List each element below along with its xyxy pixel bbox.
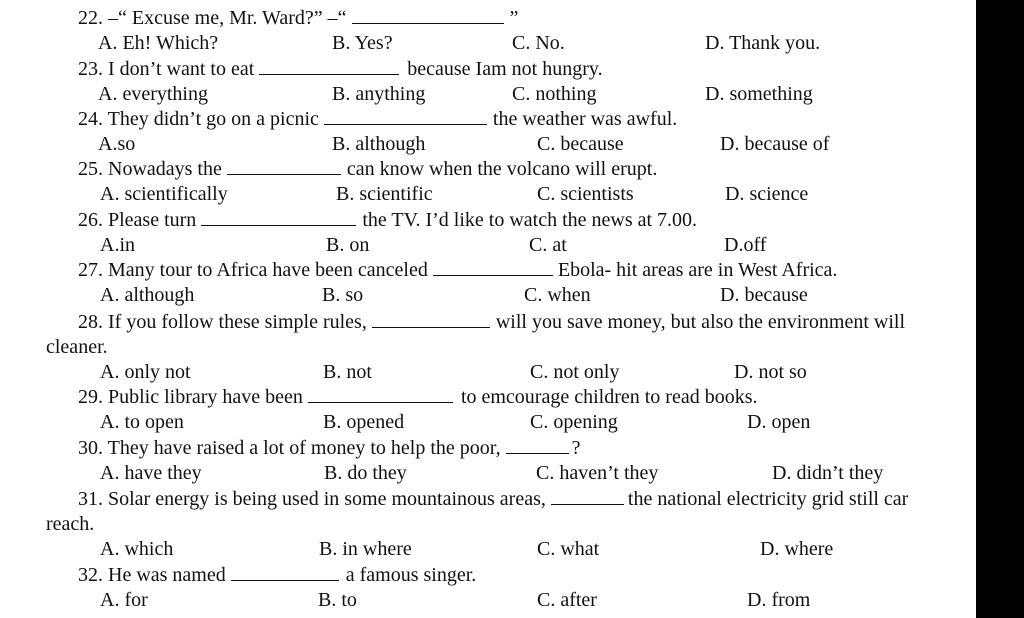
question-number: 26.: [78, 209, 108, 231]
option-d[interactable]: D.off: [724, 234, 767, 256]
option-a[interactable]: A.in: [100, 234, 135, 256]
answer-blank[interactable]: [308, 385, 453, 403]
option-d[interactable]: D. something: [705, 83, 813, 105]
option-a[interactable]: A. for: [100, 589, 148, 611]
option-b[interactable]: B. on: [326, 234, 370, 256]
options-row: [0, 588, 976, 613]
question-23-line: [0, 57, 976, 82]
options-row: [0, 461, 976, 486]
question-text-before-blank: Many tour to Africa have been canceled: [108, 259, 433, 281]
question-continuation: [0, 335, 976, 360]
question-stem: [78, 258, 837, 283]
option-a[interactable]: A. to open: [100, 411, 184, 433]
question-text-after-blank: will you save money, but also the environment will: [495, 311, 906, 333]
question-28-line: [0, 310, 976, 335]
options-row: [0, 82, 976, 107]
answer-blank[interactable]: [433, 258, 553, 276]
option-c[interactable]: C. after: [537, 589, 597, 611]
question-number: 22.: [78, 7, 108, 29]
option-b[interactable]: B. so: [322, 284, 364, 306]
options-row: [0, 182, 976, 207]
option-b[interactable]: B. to: [318, 589, 357, 611]
question-number: 30.: [78, 437, 108, 459]
question-continuation: [0, 512, 976, 537]
option-b[interactable]: B. opened: [323, 411, 405, 433]
question-text-before-blank: Please turn: [108, 209, 202, 231]
question-text-after-blank: ?: [571, 437, 581, 459]
option-d[interactable]: D. from: [747, 589, 811, 611]
question-text-after-blank: the national electricity grid still car: [627, 488, 909, 510]
question-number: 23.: [78, 58, 108, 80]
question-24-line: [0, 107, 976, 132]
question-text-after-blank: Ebola- hit areas are in West Africa.: [557, 259, 838, 281]
question-stem: [78, 6, 518, 31]
question-number: 31.: [78, 488, 108, 510]
question-continuation-text: cleaner.: [46, 336, 108, 358]
question-stem: [78, 157, 657, 182]
option-d[interactable]: D. not so: [734, 361, 807, 383]
question-text-before-blank: They have raised a lot of money to help the poor,: [107, 437, 506, 459]
question-text-before-blank: If you follow these simple rules,: [108, 311, 372, 333]
question-stem: [78, 310, 905, 335]
option-c[interactable]: C. not only: [530, 361, 620, 383]
answer-blank[interactable]: [227, 157, 341, 175]
question-text-before-blank: –“ Excuse me, Mr. Ward?” –“: [108, 7, 352, 29]
option-a[interactable]: A. which: [100, 538, 174, 560]
option-a[interactable]: A. everything: [98, 83, 208, 105]
options-row: [0, 31, 976, 56]
option-d[interactable]: D. didn’t they: [772, 462, 884, 484]
question-text-before-blank: Public library have been: [108, 386, 308, 408]
answer-blank[interactable]: [551, 487, 624, 505]
option-b[interactable]: B. in where: [319, 538, 412, 560]
question-number: 24.: [78, 108, 108, 130]
question-text-before-blank: I don’t want to eat: [108, 58, 260, 80]
question-text-after-blank: to emcourage children to read books.: [460, 386, 758, 408]
options-row: [0, 360, 976, 385]
option-c[interactable]: C. nothing: [512, 83, 597, 105]
answer-blank[interactable]: [324, 107, 487, 125]
option-b[interactable]: B. Yes?: [332, 32, 393, 54]
question-stem: [78, 436, 581, 461]
option-b[interactable]: B. not: [323, 361, 372, 383]
question-stem: [78, 487, 908, 512]
answer-blank[interactable]: [201, 208, 356, 226]
option-a[interactable]: A. although: [100, 284, 195, 306]
options-row: [0, 410, 976, 435]
option-c[interactable]: C. haven’t they: [536, 462, 659, 484]
option-c[interactable]: C. when: [524, 284, 591, 306]
option-c[interactable]: C. what: [537, 538, 600, 560]
option-b[interactable]: B. although: [332, 133, 426, 155]
question-number: 28.: [78, 311, 108, 333]
question-text-before-blank: Nowadays the: [108, 158, 227, 180]
option-c[interactable]: C. No.: [512, 32, 565, 54]
question-text-before-blank: Solar energy is being used in some mountainous areas,: [108, 488, 551, 510]
question-stem: [78, 563, 476, 588]
option-d[interactable]: D. because of: [720, 133, 830, 155]
question-number: 25.: [78, 158, 108, 180]
option-a[interactable]: A. have they: [100, 462, 202, 484]
option-c[interactable]: C. because: [537, 133, 624, 155]
question-text-after-blank: because Iam not hungry.: [407, 58, 603, 80]
option-a[interactable]: A. scientifically: [100, 183, 228, 205]
question-22-line: [0, 6, 976, 31]
question-text-after-blank: the TV. I’d like to watch the news at 7.00.: [362, 209, 698, 231]
option-d[interactable]: D. open: [747, 411, 811, 433]
question-number: 32.: [78, 564, 108, 586]
question-number: 29.: [78, 386, 108, 408]
question-text-after-blank: ”: [509, 7, 519, 29]
option-d[interactable]: D. because: [720, 284, 808, 306]
options-row: [0, 233, 976, 258]
question-text-after-blank: can know when the volcano will erupt.: [346, 158, 658, 180]
question-text-after-blank: the weather was awful.: [492, 108, 678, 130]
option-a[interactable]: A. only not: [100, 361, 191, 383]
question-30-line: [0, 436, 976, 461]
question-text-after-blank: a famous singer.: [345, 564, 477, 586]
options-row: [0, 537, 976, 562]
option-a[interactable]: A. Eh! Which?: [98, 32, 219, 54]
question-25-line: [0, 157, 976, 182]
answer-blank[interactable]: [231, 563, 339, 581]
question-number: 27.: [78, 259, 108, 281]
option-c[interactable]: C. opening: [530, 411, 618, 433]
question-stem: [78, 107, 677, 132]
option-d[interactable]: D. science: [725, 183, 809, 205]
question-stem: [78, 208, 697, 233]
question-text-before-blank: He was named: [108, 564, 231, 586]
answer-blank[interactable]: [352, 6, 504, 24]
option-c[interactable]: C. scientists: [537, 183, 634, 205]
question-27-line: [0, 258, 976, 283]
answer-blank[interactable]: [259, 57, 399, 75]
option-a[interactable]: A.so: [98, 133, 136, 155]
question-stem: [78, 57, 603, 82]
option-b[interactable]: B. scientific: [336, 183, 433, 205]
options-row: [0, 283, 976, 308]
option-b[interactable]: B. anything: [332, 83, 426, 105]
option-d[interactable]: D. where: [760, 538, 834, 560]
question-continuation-text: reach.: [46, 513, 95, 535]
option-d[interactable]: D. Thank you.: [705, 32, 821, 54]
question-text-before-blank: They didn’t go on a picnic: [107, 108, 324, 130]
option-b[interactable]: B. do they: [324, 462, 407, 484]
option-c[interactable]: C. at: [529, 234, 567, 256]
question-26-line: [0, 208, 976, 233]
answer-blank[interactable]: [506, 436, 569, 454]
question-31-line: [0, 487, 976, 512]
answer-blank[interactable]: [372, 310, 490, 328]
question-32-line: [0, 563, 976, 588]
question-29-line: [0, 385, 976, 410]
question-stem: [78, 385, 758, 410]
options-row: [0, 132, 976, 157]
